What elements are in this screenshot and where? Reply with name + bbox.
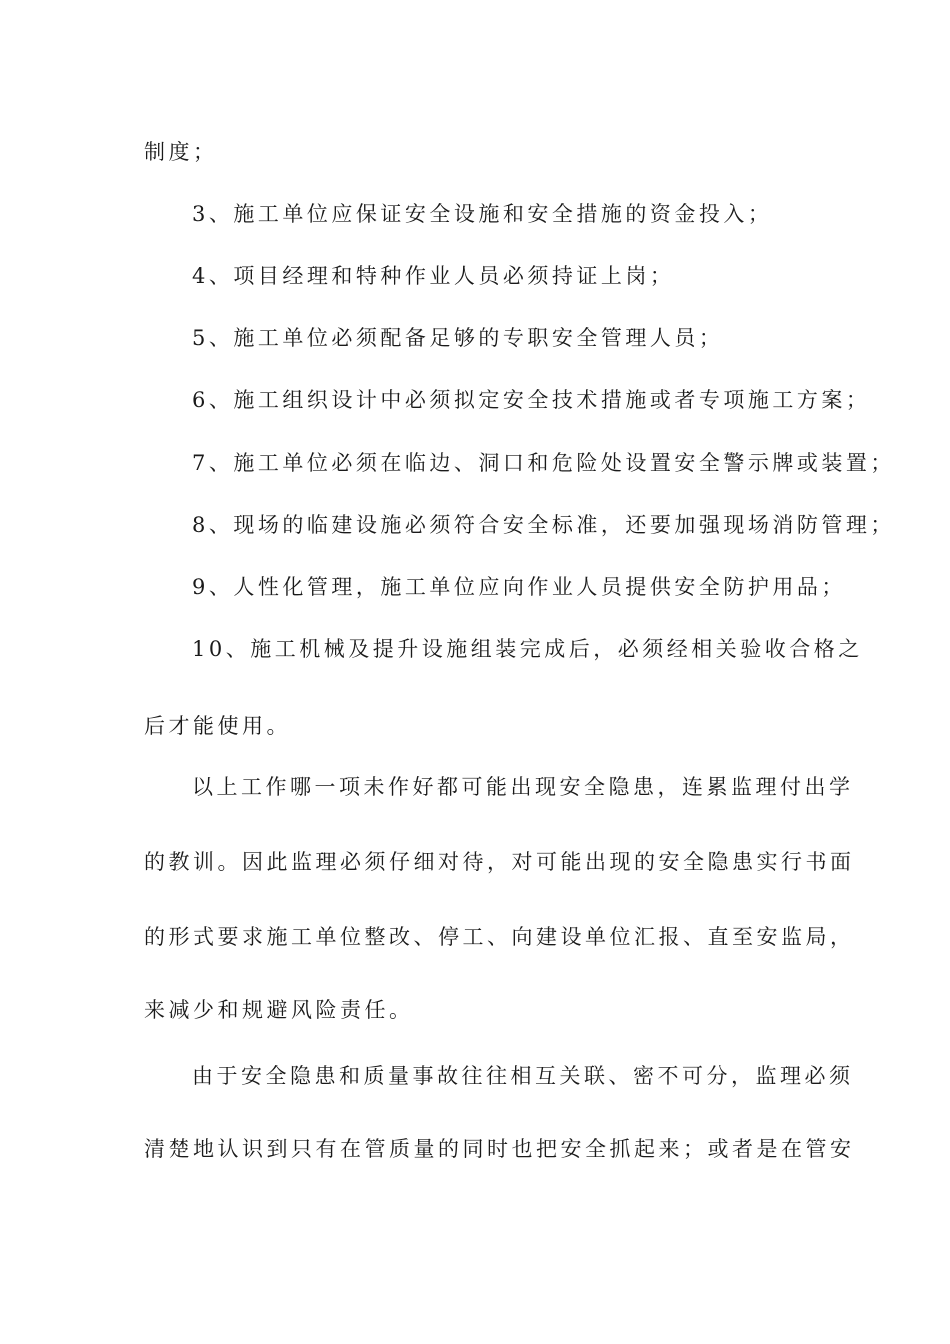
paragraph-line: 清楚地认识到只有在管质量的同时也把安全抓起来；或者是在管安 [144, 1137, 855, 1161]
list-item: 6、施工组织设计中必须拟定安全技术措施或者专项施工方案； [192, 388, 871, 412]
paragraph-line: 的形式要求施工单位整改、停工、向建设单位汇报、直至安监局， [144, 925, 855, 949]
list-item: 8、现场的临建设施必须符合安全标准，还要加强现场消防管理； [192, 513, 895, 537]
list-item: 7、施工单位必须在临边、洞口和危险处设置安全警示牌或装置； [192, 451, 895, 475]
paragraph-line: 的教训。因此监理必须仔细对待，对可能出现的安全隐患实行书面 [144, 850, 855, 874]
list-item: 3、施工单位应保证安全设施和安全措施的资金投入； [192, 202, 773, 226]
paragraph-line: 以上工作哪一项未作好都可能出现安全隐患，连累监理付出学 [192, 775, 854, 799]
paragraph-line: 来减少和规避风险责任。 [144, 998, 414, 1022]
text-line: 后才能使用。 [144, 714, 291, 738]
text-line: 制度； [144, 140, 218, 164]
paragraph-line: 由于安全隐患和质量事故往往相互关联、密不可分，监理必须 [192, 1064, 854, 1088]
list-item: 5、施工单位必须配备足够的专职安全管理人员； [192, 326, 724, 350]
list-item: 9、人性化管理，施工单位应向作业人员提供安全防护用品； [192, 575, 846, 599]
list-item: 10、施工机械及提升设施组装完成后，必须经相关验收合格之 [192, 637, 863, 661]
list-item: 4、项目经理和特种作业人员必须持证上岗； [192, 264, 675, 288]
